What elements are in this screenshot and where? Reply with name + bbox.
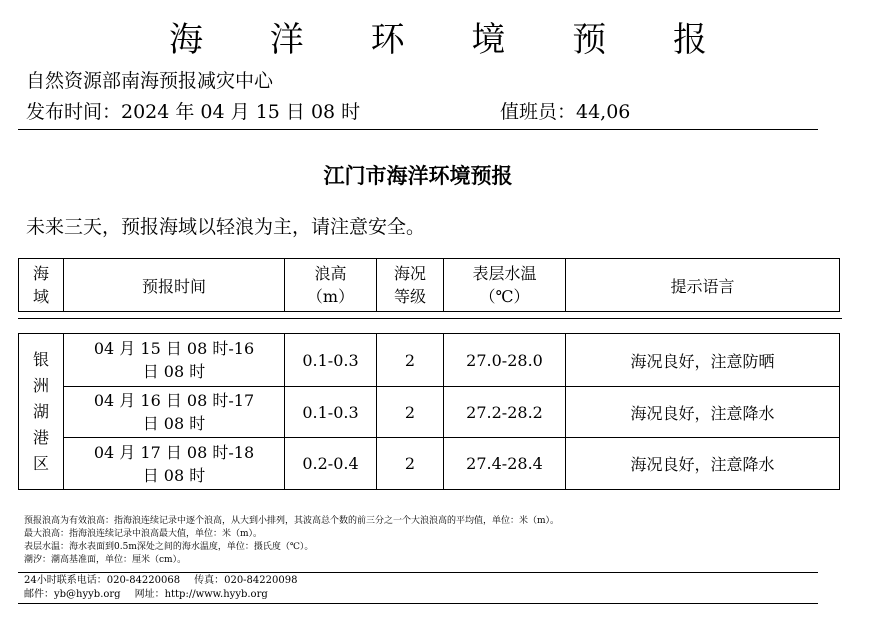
footnotes (24, 515, 559, 567)
row-sea-state: 2 (377, 438, 444, 490)
row-sea-state: 2 (377, 387, 444, 438)
forecast-table-body (18, 333, 840, 490)
row-surface-temp: 27.4-28.4 (444, 438, 566, 490)
header-surface-temp: 表层水温 （℃） (444, 259, 566, 312)
note-tide: 潮汐：潮高基准面，单位：厘米（cm）。 (24, 555, 187, 565)
row-tip: 海况良好，注意防晒 (566, 334, 840, 387)
table-row (19, 334, 840, 387)
row-surface-temp: 27.2-28.2 (444, 387, 566, 438)
row-wave-height: 0.2-0.4 (285, 438, 377, 490)
table-row (19, 387, 840, 438)
table-separator (18, 318, 842, 319)
header-tips: 提示语言 (566, 259, 840, 312)
note-wave-height: 预报浪高为有效浪高：指海浪连续记录中逐个浪高，从大到小排列，其波高总个数的前三分之一个大浪浪高的平均值，单位：米（m）。 (24, 516, 560, 526)
section-title: 江门市海洋环境预报 (323, 163, 513, 188)
row-forecast-time: 04 月 17 日 08 时-18 日 08 时 (64, 438, 285, 490)
row-sea-state: 2 (377, 334, 444, 387)
header-area: 海 域 (19, 259, 64, 312)
contact-phone: 24小时联系电话：020-84220068 (24, 575, 181, 586)
forecast-summary: 未来三天，预报海域以轻浪为主，请注意安全。 (26, 216, 426, 238)
publish-time: 发布时间：2024 年 04 月 15 日 08 时 (26, 101, 361, 123)
document-title: 海 洋 环 境 预 报 (168, 20, 736, 60)
contact-website[interactable]: 网址：http://www.hyyb.org (134, 589, 268, 600)
duty-officer: 值班员：44,06 (500, 101, 631, 123)
contact-email[interactable]: 邮件：yb@hyyb.org (24, 589, 121, 600)
row-tip: 海况良好，注意降水 (566, 438, 840, 490)
row-forecast-time: 04 月 16 日 08 时-17 日 08 时 (64, 387, 285, 438)
publish-info-row (26, 97, 786, 124)
issuing-organization: 自然资源部南海预报减灾中心 (26, 70, 274, 92)
note-surface-temp: 表层水温：海水表面到0.5m深处之间的海水温度，单位：摄氏度（℃）。 (24, 542, 314, 552)
row-wave-height: 0.1-0.3 (285, 334, 377, 387)
header-sea-state: 海况 等级 (377, 259, 444, 312)
area-name: 银 洲 湖 港 区 (19, 334, 64, 490)
contact-info (24, 574, 297, 602)
header-forecast-time: 预报时间 (64, 259, 285, 312)
table-row (19, 438, 840, 490)
footer-divider-top (18, 572, 818, 573)
contact-fax: 传真：020-84220098 (194, 575, 298, 586)
forecast-table-header (18, 258, 840, 312)
header-wave-height: 浪高 （m） (285, 259, 377, 312)
row-wave-height: 0.1-0.3 (285, 387, 377, 438)
footer-divider-bottom (18, 603, 818, 604)
row-tip: 海况良好，注意降水 (566, 387, 840, 438)
row-surface-temp: 27.0-28.0 (444, 334, 566, 387)
row-forecast-time: 04 月 15 日 08 时-16 日 08 时 (64, 334, 285, 387)
note-max-wave: 最大浪高：指海浪连续记录中浪高最大值，单位：米（m）。 (24, 529, 263, 539)
header-divider (18, 129, 818, 130)
